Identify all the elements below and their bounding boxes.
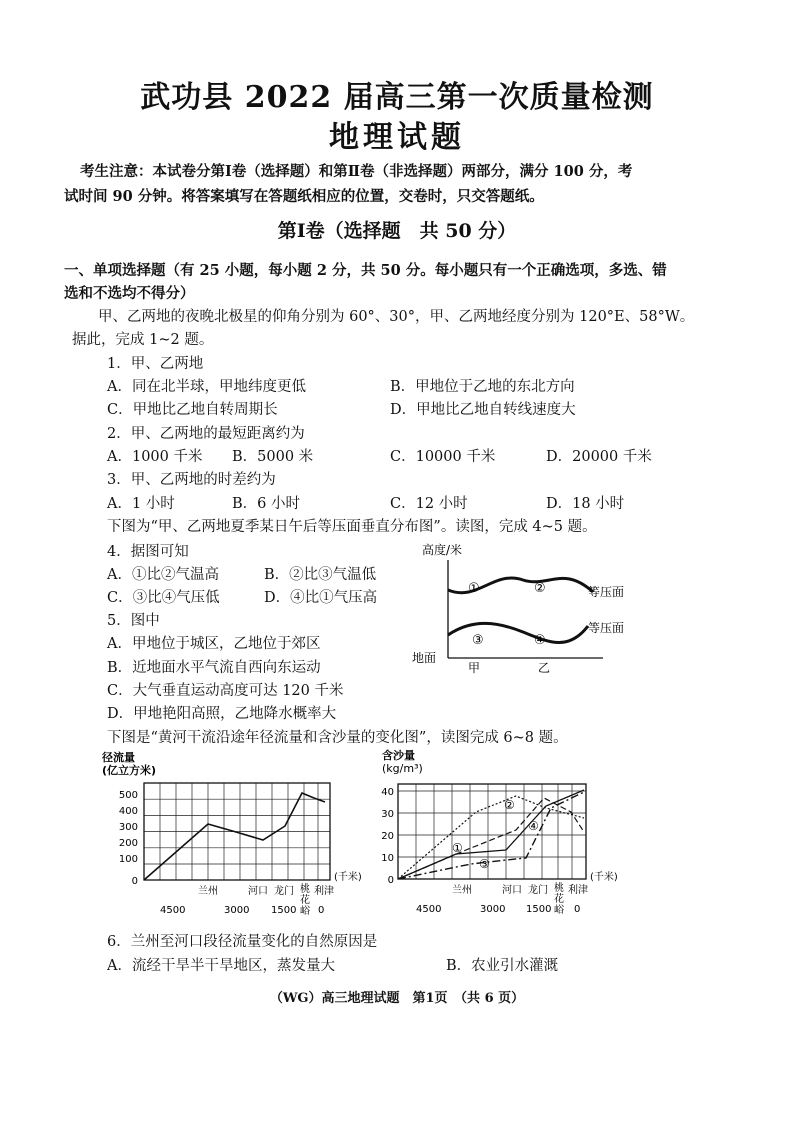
q4-option-a: A．①比②气温高 bbox=[107, 567, 219, 583]
sediment-y-title: 含沙量 bbox=[382, 749, 415, 762]
runoff-place-longmen: 龙门 bbox=[274, 886, 294, 897]
q5-option-c: C．大气垂直运动高度可达 120 千米 bbox=[107, 683, 344, 699]
isobar-jia-label: 甲 bbox=[468, 661, 481, 675]
sediment-ytick-40: 40 bbox=[381, 787, 394, 798]
stem3: 下图是“黄河干流沿途年径流量和含沙量的变化图”，读图完成 6~8 题。 bbox=[107, 730, 568, 746]
page-footer: （WG）高三地理试题 第1页 （共 6 页） bbox=[269, 991, 525, 1006]
runoff-ytick-500: 500 bbox=[118, 790, 138, 801]
q4-stem: 4．据图可知 bbox=[107, 544, 189, 560]
runoff-y-unit: (亿立方米) bbox=[102, 764, 157, 777]
isobar-label-upper: 等压面 bbox=[588, 585, 625, 599]
q3-option-c: C．12 小时 bbox=[390, 496, 468, 512]
isobar-diagram bbox=[408, 540, 648, 675]
runoff-y-title: 径流量 bbox=[102, 751, 135, 764]
q2-option-d: D．20000 千米 bbox=[546, 449, 652, 465]
sediment-place-tao: 桃 bbox=[554, 883, 564, 894]
runoff-place-tao: 桃 bbox=[300, 884, 310, 895]
q1-option-c: C．甲地比乙地自转周期长 bbox=[107, 402, 278, 418]
q6-option-b: B．农业引水灌溉 bbox=[446, 958, 559, 974]
sediment-x-unit: (千米) bbox=[590, 872, 618, 883]
q3-option-b: B．6 小时 bbox=[232, 496, 300, 512]
q4-option-b: B．②比③气温低 bbox=[264, 567, 377, 583]
sediment-line-1 bbox=[398, 790, 584, 879]
runoff-ytick-400: 400 bbox=[118, 806, 138, 817]
sediment-place-yu: 峪 bbox=[554, 905, 564, 916]
runoff-chart bbox=[96, 748, 380, 920]
sediment-marker-4: ④ bbox=[528, 819, 539, 833]
notice-line-2: 试时间 90 分钟。将答案填写在答题纸相应的位置，交卷时，只交答题纸。 bbox=[64, 188, 544, 205]
q4-option-d: D．④比①气压高 bbox=[264, 590, 378, 606]
part1-instruction-2: 选和不选均不得分） bbox=[64, 285, 195, 302]
runoff-ytick-0: 0 bbox=[131, 876, 138, 887]
sediment-place-lanzhou: 兰州 bbox=[452, 885, 472, 896]
sediment-place-longmen: 龙门 bbox=[528, 885, 548, 896]
runoff-ytick-200: 200 bbox=[118, 838, 138, 849]
runoff-place-yu: 峪 bbox=[300, 906, 310, 917]
runoff-xtick-3000: 3000 bbox=[224, 905, 250, 916]
sediment-place-lijin: 利津 bbox=[568, 885, 588, 896]
sediment-ytick-20: 20 bbox=[381, 831, 394, 842]
isobar-marker-3: ③ bbox=[472, 633, 484, 648]
stem2: 下图为“甲、乙两地夏季某日午后等压面垂直分布图”。读图，完成 4~5 题。 bbox=[107, 519, 597, 535]
sediment-xtick-0: 0 bbox=[574, 904, 581, 915]
q5-option-d: D．甲地艳阳高照，乙地降水概率大 bbox=[107, 706, 337, 722]
isobar-yi-label: 乙 bbox=[538, 661, 551, 675]
q5-stem: 5．图中 bbox=[107, 613, 160, 629]
sediment-marker-1: ① bbox=[452, 841, 463, 855]
runoff-place-hua: 花 bbox=[300, 895, 310, 906]
q2-option-a: A．1000 千米 bbox=[107, 449, 203, 465]
runoff-ytick-100: 100 bbox=[118, 854, 138, 865]
sediment-chart bbox=[376, 746, 638, 920]
q2-option-b: B．5000 米 bbox=[232, 449, 314, 465]
part1-instruction-1: 一、单项选择题（有 25 小题，每小题 2 分，共 50 分。每小题只有一个正确选项，多选、错 bbox=[64, 262, 667, 279]
q4-option-c: C．③比④气压低 bbox=[107, 590, 220, 606]
q3-option-d: D．18 小时 bbox=[546, 496, 625, 512]
sediment-xtick-3000: 3000 bbox=[480, 904, 506, 915]
q2-stem: 2．甲、乙两地的最短距离约为 bbox=[107, 426, 305, 442]
runoff-line bbox=[144, 793, 325, 880]
sediment-marker-3: ③ bbox=[479, 857, 490, 871]
runoff-xtick-1500: 1500 bbox=[271, 905, 297, 916]
q1-option-a: A．同在北半球，甲地纬度更低 bbox=[107, 379, 306, 395]
sediment-ytick-0: 0 bbox=[387, 875, 394, 886]
stem1-line-1: 甲、乙两地的夜晚北极星的仰角分别为 60°、30°，甲、乙两地经度分别为 120°E、58°W。 bbox=[98, 309, 695, 325]
runoff-place-lijin: 利津 bbox=[314, 886, 334, 897]
runoff-ytick-300: 300 bbox=[118, 822, 138, 833]
sediment-xtick-4500: 4500 bbox=[416, 904, 442, 915]
runoff-xtick-4500: 4500 bbox=[160, 905, 186, 916]
q6-stem: 6．兰州至河口段径流量变化的自然原因是 bbox=[107, 934, 378, 950]
sediment-place-hua: 花 bbox=[554, 894, 564, 905]
q1-stem: 1．甲、乙两地 bbox=[107, 356, 204, 372]
q5-option-a: A．甲地位于城区，乙地位于郊区 bbox=[107, 636, 321, 652]
q5-option-b: B．近地面水平气流自西向东运动 bbox=[107, 660, 321, 676]
q3-stem: 3．甲、乙两地的时差约为 bbox=[107, 472, 276, 488]
runoff-place-lanzhou: 兰州 bbox=[198, 886, 218, 897]
runoff-xtick-0: 0 bbox=[318, 905, 325, 916]
runoff-x-unit: (千米) bbox=[334, 872, 362, 883]
exam-title: 武功县 2022 届高三第一次质量检测 bbox=[140, 80, 654, 115]
isobar-label-lower: 等压面 bbox=[588, 621, 625, 635]
isobar-y-label: 高度/米 bbox=[422, 543, 463, 557]
isobar-ground-label: 地面 bbox=[412, 651, 437, 665]
isobar-line-lower bbox=[448, 623, 588, 642]
q2-option-c: C．10000 千米 bbox=[390, 449, 496, 465]
sediment-y-unit: (kg/m³) bbox=[382, 762, 423, 775]
sediment-line-3 bbox=[398, 792, 584, 879]
isobar-marker-2: ② bbox=[534, 581, 546, 596]
isobar-marker-4: ④ bbox=[534, 633, 546, 648]
isobar-marker-1: ① bbox=[468, 581, 480, 596]
stem1-line-2: 据此，完成 1~2 题。 bbox=[72, 332, 214, 348]
sediment-ytick-10: 10 bbox=[381, 853, 394, 864]
q1-option-d: D．甲地比乙地自转线速度大 bbox=[390, 402, 576, 418]
sediment-marker-2: ② bbox=[504, 798, 515, 812]
section-title: 第Ⅰ卷（选择题 共 50 分） bbox=[277, 220, 517, 242]
sediment-xtick-1500: 1500 bbox=[526, 904, 552, 915]
q1-option-b: B．甲地位于乙地的东北方向 bbox=[390, 379, 575, 395]
q3-option-a: A．1 小时 bbox=[107, 496, 175, 512]
sediment-place-hekou: 河口 bbox=[502, 885, 522, 896]
q6-option-a: A．流经干旱半干旱地区，蒸发量大 bbox=[107, 958, 335, 974]
sediment-ytick-30: 30 bbox=[381, 809, 394, 820]
sediment-grid bbox=[398, 784, 586, 879]
runoff-place-hekou: 河口 bbox=[248, 886, 268, 897]
notice-line-1: 考生注意：本试卷分第Ⅰ卷（选择题）和第Ⅱ卷（非选择题）两部分，满分 100 分，考 bbox=[80, 163, 633, 180]
exam-subtitle: 地理试题 bbox=[329, 120, 465, 155]
